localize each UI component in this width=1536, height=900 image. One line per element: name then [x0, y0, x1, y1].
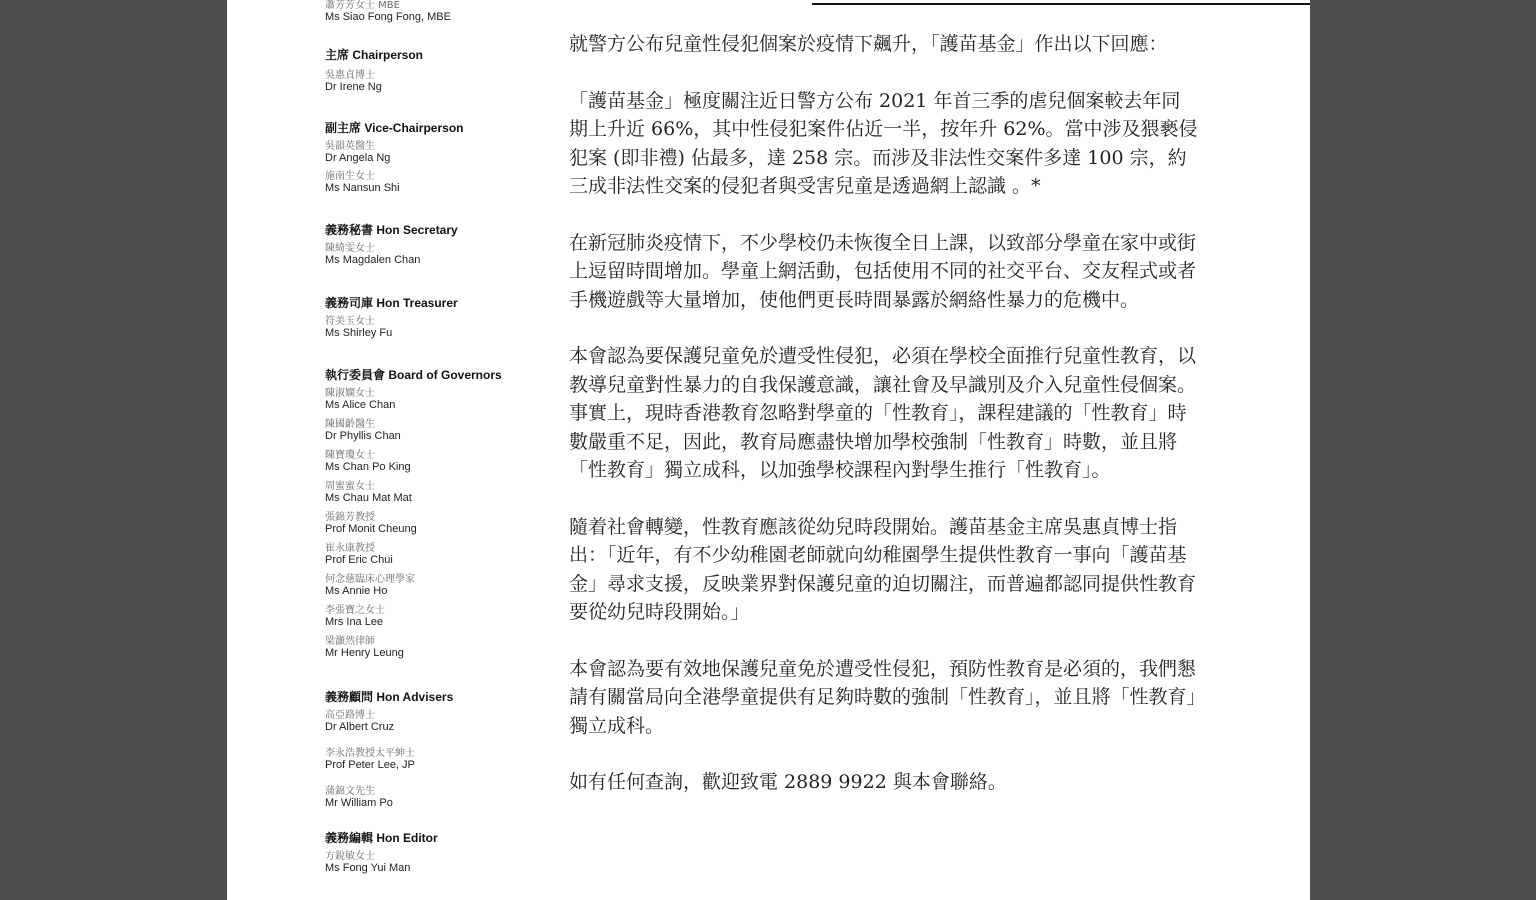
member: [325, 419, 502, 443]
member-en-name: Mrs Ina Lee: [325, 616, 384, 628]
role-heading: 副主席 Vice-Chairperson: [325, 121, 464, 135]
member-zh-name: 陳綺雯女士: [325, 243, 375, 254]
member: [325, 243, 458, 267]
member: [325, 481, 502, 505]
member-en-name: Dr Angela Ng: [325, 152, 391, 164]
member-zh-name: 符美玉女士: [325, 316, 375, 327]
member-zh-name: 崔永康教授: [325, 543, 375, 554]
member-en-name: Dr Phyllis Chan: [325, 430, 401, 442]
paragraph-contact: 如有任何查詢，歡迎致電 2889 9922 與本會聯絡。: [569, 771, 1007, 793]
member-en-name: Ms Magdalen Chan: [325, 254, 421, 266]
member-zh-name: 蕭芳芳女士 MBE: [325, 0, 400, 11]
member-en-name: Prof Monit Cheung: [325, 523, 417, 535]
group-board-of-governors: [325, 368, 502, 660]
member: [325, 512, 502, 536]
role-heading: 執行委員會 Board of Governors: [325, 368, 502, 382]
member-zh-name: 吳韻英醫生: [325, 141, 375, 152]
group-hon-advisers: [325, 690, 453, 810]
member: [325, 70, 423, 94]
member-zh-name: 李張寶之女士: [325, 605, 385, 616]
paragraph-sex-education: 本會認為要保護兒童免於遭受性侵犯，必須在學校全面推行兒童性教育，以教導兒童對性暴力的自我保護意識，讓社會及早識別及介入兒童性侵個案。事實上，現時香港教育忽略對學童的「性教育」，課程建議的「性教育」時數嚴重不足，因此，教育局應盡快增加學校強制「性教育」時數，並且將「性教育」獨立成科，以加強學校課程內對學生推行「性教育」。: [569, 345, 1197, 481]
role-heading: 主席 Chairperson: [325, 48, 424, 62]
member-en-name: Dr Albert Cruz: [325, 721, 395, 733]
member: [325, 316, 458, 340]
member: [325, 171, 463, 195]
member-zh-name: 高亞路博士: [325, 710, 375, 721]
member-en-name: Ms Chan Po King: [325, 461, 411, 473]
member-zh-name: 張錦芳教授: [325, 512, 375, 523]
paragraph-statistics: 「護苗基金」極度關注近日警方公布 2021 年首三季的虐兒個案較去年同期上升近 66%，其中性侵犯案件佔近一半，按年升 62%。當中涉及猥褻侵犯案 (即非禮) 佔最多，達 258 宗。而涉及非法性交案件多達 100 宗，約三成非法性交案的侵犯者與受害兒童是透過網上認識 。*: [569, 89, 1198, 197]
member: [325, 574, 502, 598]
member-zh-name: 陳寶瓊女士: [325, 450, 375, 461]
member: [325, 851, 438, 875]
member-en-name: Ms Nansun Shi: [325, 182, 400, 194]
group-hon-secretary: [325, 223, 458, 267]
member: [325, 786, 453, 810]
group-hon-treasurer: [325, 296, 458, 340]
member: [325, 748, 453, 772]
member-zh-name: 方銳敏女士: [325, 851, 375, 862]
member-zh-name: 李永浩教授太平紳士: [325, 748, 415, 759]
member-en-name: Prof Peter Lee, JP: [325, 759, 415, 771]
member-en-name: Dr Irene Ng: [325, 81, 382, 93]
member-zh-name: 陳淑嫻女士: [325, 388, 375, 399]
paragraph-intro: 就警方公布兒童性侵犯個案於疫情下飆升，「護苗基金」作出以下回應：: [569, 33, 1168, 55]
member-en-name: Ms Alice Chan: [325, 399, 396, 411]
member-zh-name: 何念慈臨床心理學家: [325, 574, 415, 585]
role-heading: 義務編輯 Hon Editor: [325, 831, 438, 845]
statement-body: [569, 30, 1199, 797]
member-zh-name: 陳國齡醫生: [325, 419, 375, 430]
member-en-name: Mr William Po: [325, 797, 393, 809]
heading-underline: [812, 0, 1310, 5]
member-en-name: Ms Shirley Fu: [325, 327, 393, 339]
member: [325, 710, 453, 734]
member: [325, 141, 463, 165]
group-hon-editor: [325, 831, 438, 875]
member: [325, 388, 502, 412]
member: [325, 605, 502, 629]
member: [325, 450, 502, 474]
paragraph-early-childhood: 隨着社會轉變，性教育應該從幼兒時段開始。護苗基金主席吳惠貞博士指出：「近年，有不少幼稚園老師就向幼稚園學生提供性教育一事向「護苗基金」尋求支援，反映業界對保護兒童的迫切關注，而普遍都認同提供性教育要從幼兒時段開始。」: [569, 515, 1197, 623]
member-en-name: Ms Annie Ho: [325, 585, 388, 597]
group-chairperson: [325, 48, 423, 94]
top-member: [325, 0, 451, 24]
member-zh-name: 施南生女士: [325, 171, 375, 182]
role-heading: 義務司庫 Hon Treasurer: [325, 296, 458, 310]
member-zh-name: 周蜜蜜女士: [325, 481, 375, 492]
member-en-name: Mr Henry Leung: [325, 647, 404, 659]
member-zh-name: 蒲錦文先生: [325, 786, 375, 797]
paragraph-pandemic: 在新冠肺炎疫情下，不少學校仍未恢復全日上課，以致部分學童在家中或街上逗留時間增加。學童上網活動，包括使用不同的社交平台、交友程式或者手機遊戲等大量增加，使他們更長時間暴露於網絡性暴力的危機中。: [569, 231, 1197, 311]
member-zh-name: 梁灝然律師: [325, 636, 375, 647]
role-heading: 義務顧問 Hon Advisers: [325, 690, 454, 704]
document-page: [227, 0, 1310, 900]
paragraph-appeal: 本會認為要有效地保護兒童免於遭受性侵犯，預防性教育是必須的，我們懇請有關當局向全港學童提供有足夠時數的強制「性教育」，並且將「性教育」獨立成科。: [569, 657, 1197, 737]
member-zh-name: 吳惠貞博士: [325, 70, 375, 81]
role-heading: 義務秘書 Hon Secretary: [325, 223, 458, 237]
member: [325, 543, 502, 567]
member-en-name: Ms Siao Fong Fong, MBE: [325, 11, 451, 23]
member-en-name: Ms Chau Mat Mat: [325, 492, 412, 504]
group-vice-chairperson: [325, 121, 463, 195]
member: [325, 636, 502, 660]
member-en-name: Prof Eric Chui: [325, 554, 393, 566]
member-en-name: Ms Fong Yui Man: [325, 862, 411, 874]
